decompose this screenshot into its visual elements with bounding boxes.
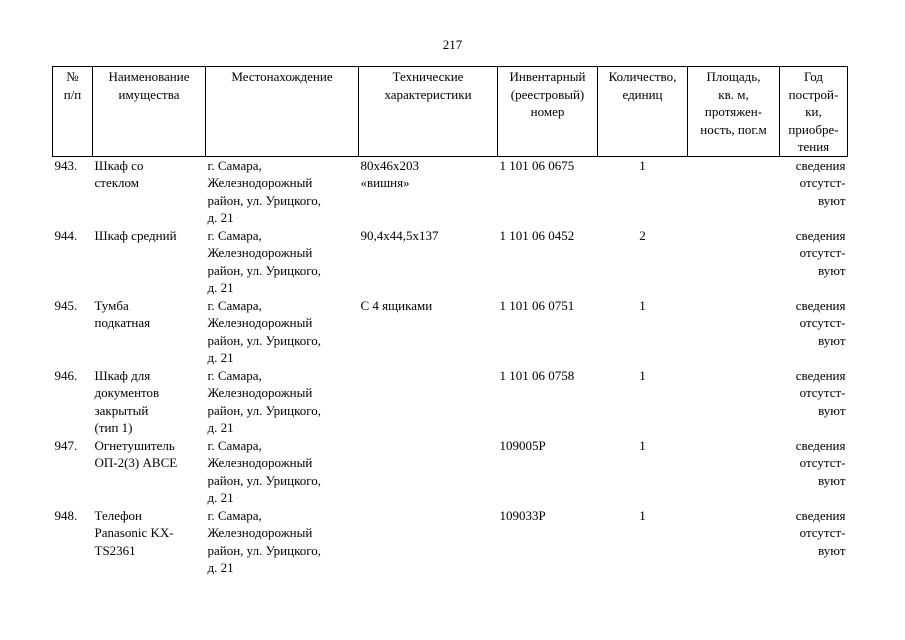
item-tech-specs: С 4 ящиками (360, 297, 433, 313)
item-area (688, 367, 780, 437)
header-year: Год построй- ки, приобре- тения (780, 67, 848, 157)
table-header-row (53, 67, 848, 157)
header-area: Площадь, кв. м, протяжен- ность, пог.м (688, 67, 780, 157)
header-number: № п/п (53, 67, 93, 157)
header-location: Местонахождение (206, 67, 359, 157)
item-quantity: 1 (639, 437, 646, 453)
item-tech-specs (359, 367, 498, 437)
item-tech-specs (359, 437, 498, 507)
item-year: сведения отсутст- вуют (795, 367, 846, 418)
row-number: 943. (54, 157, 78, 173)
item-location: г. Самара, Железнодорожный район, ул. Урицкого, д. 21 (207, 367, 321, 435)
row-number: 947. (54, 437, 78, 453)
item-name: Шкаф средний (94, 227, 177, 243)
item-year: сведения отсутст- вуют (795, 227, 846, 278)
item-location: г. Самара, Железнодорожный район, ул. Урицкого, д. 21 (207, 297, 321, 365)
item-area (688, 297, 780, 367)
item-area (688, 437, 780, 507)
item-area (688, 227, 780, 297)
item-inventory-number: 109005Р (499, 437, 546, 453)
row-number: 944. (54, 227, 78, 243)
row-number: 948. (54, 507, 78, 523)
item-name: Шкаф для документов закрытый (тип 1) (94, 367, 160, 435)
item-year: сведения отсутст- вуют (795, 437, 846, 488)
row-number: 946. (54, 367, 78, 383)
item-location: г. Самара, Железнодорожный район, ул. Урицкого, д. 21 (207, 157, 321, 225)
item-quantity: 1 (639, 367, 646, 383)
table-body (53, 156, 848, 577)
table-row (53, 507, 848, 577)
item-location: г. Самара, Железнодорожный район, ул. Урицкого, д. 21 (207, 227, 321, 295)
item-tech-specs (359, 507, 498, 577)
table-row (53, 156, 848, 227)
item-tech-specs: 90,4х44,5х137 (360, 227, 439, 243)
item-name: Телефон Panasonic KX- TS2361 (94, 507, 174, 558)
item-name: Огнетушитель ОП-2(3) АВСЕ (94, 437, 178, 470)
item-inventory-number: 1 101 06 0675 (499, 157, 575, 173)
item-name: Тумба подкатная (94, 297, 151, 330)
row-number: 945. (54, 297, 78, 313)
item-inventory-number: 1 101 06 0758 (499, 367, 575, 383)
item-year: сведения отсутст- вуют (795, 157, 846, 208)
item-quantity: 2 (639, 227, 646, 243)
table-row (53, 297, 848, 367)
page-number: 217 (442, 37, 463, 52)
item-tech-specs: 80х46х203 «вишня» (360, 157, 419, 190)
header-tech: Технические характеристики (359, 67, 498, 157)
item-inventory-number: 1 101 06 0452 (499, 227, 575, 243)
table-row (53, 367, 848, 437)
item-quantity: 1 (639, 157, 646, 173)
item-area (688, 156, 780, 227)
item-inventory-number: 1 101 06 0751 (499, 297, 575, 313)
item-inventory-number: 109033Р (499, 507, 546, 523)
item-quantity: 1 (639, 507, 646, 523)
header-inventory: Инвентарный (реестровый) номер (498, 67, 598, 157)
table-row (53, 227, 848, 297)
item-location: г. Самара, Железнодорожный район, ул. Урицкого, д. 21 (207, 437, 321, 505)
header-name: Наименование имущества (93, 67, 206, 157)
property-registry-table (52, 66, 848, 577)
header-quantity: Количество, единиц (598, 67, 688, 157)
table-row (53, 437, 848, 507)
item-location: г. Самара, Железнодорожный район, ул. Урицкого, д. 21 (207, 507, 321, 575)
item-year: сведения отсутст- вуют (795, 507, 846, 558)
item-year: сведения отсутст- вуют (795, 297, 846, 348)
item-area (688, 507, 780, 577)
item-quantity: 1 (639, 297, 646, 313)
item-name: Шкаф со стеклом (94, 157, 144, 190)
